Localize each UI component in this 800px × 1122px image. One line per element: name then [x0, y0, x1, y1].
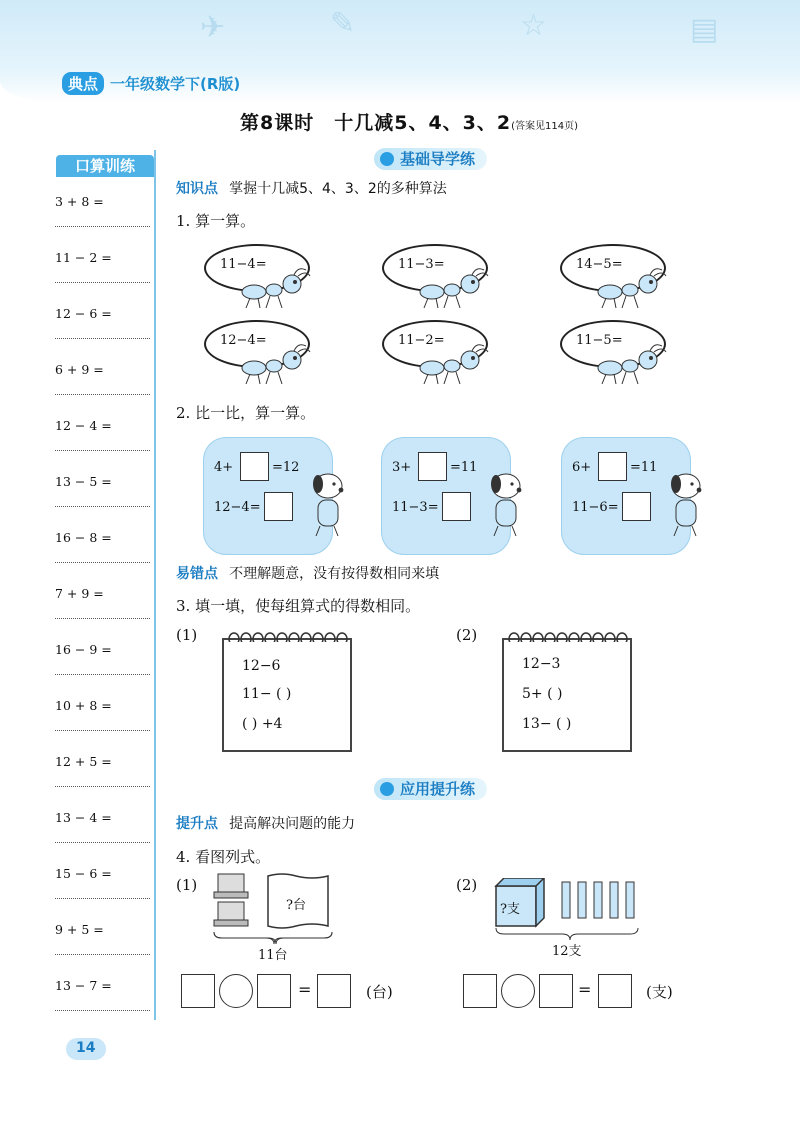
knowledge-text: 掌握十几减5、4、3、2的多种算法 [229, 181, 447, 197]
answer-square[interactable] [598, 452, 627, 481]
puppy-icon [662, 470, 712, 540]
puppy-icon [304, 470, 354, 540]
ring [557, 633, 567, 642]
cloud-bottom: 11−3= [392, 500, 439, 515]
cloud-top-right: =11 [450, 460, 478, 475]
answer-line[interactable] [55, 394, 150, 395]
page-number-badge [66, 1038, 106, 1060]
improve-tag: 提升点 [176, 816, 218, 832]
ring [337, 633, 347, 642]
oval-expression: 11−4= [220, 257, 267, 272]
oral-item-text: 16 − 8 = [55, 530, 112, 545]
answer-square[interactable] [418, 452, 447, 481]
book-icon: ▤ [690, 12, 719, 47]
computer-icon [214, 874, 248, 898]
answer-line[interactable] [55, 730, 150, 731]
answer-line[interactable] [55, 954, 150, 955]
ring [289, 633, 299, 642]
question-2: 2. 比一比，算一算。 [176, 404, 316, 422]
oval-expression: 11−2= [398, 333, 445, 348]
answer-line[interactable] [55, 786, 150, 787]
question-3: 3. 填一填，使每组算式的得数相同。 [176, 597, 421, 615]
oral-item [55, 978, 150, 1034]
answer-note: (答案见114页) [511, 121, 578, 132]
oral-item-text: 7 + 9 = [55, 586, 104, 601]
notebook-rings [226, 630, 350, 642]
answer-line[interactable] [55, 226, 150, 227]
section-apply-badge: 应用提升练 [374, 778, 487, 800]
pencil-icon: ✎ [330, 6, 356, 41]
notebook-1 [222, 638, 352, 752]
answer-line[interactable] [55, 898, 150, 899]
oval-expression: 11−5= [576, 333, 623, 348]
improve-point-row [176, 813, 355, 833]
oral-item-text: 3 + 8 = [55, 194, 104, 209]
ant-icon [240, 266, 314, 310]
ant-icon [596, 342, 670, 386]
oral-item-text: 9 + 5 = [55, 922, 104, 937]
knowledge-tag: 知识点 [176, 181, 218, 197]
pencil-icon [578, 882, 586, 918]
oval-expression: 11−3= [398, 257, 445, 272]
ring [569, 633, 579, 642]
oral-item [55, 698, 150, 754]
oral-item [55, 474, 150, 530]
q3-part2-label: (2) [456, 626, 478, 644]
ant-icon [240, 342, 314, 386]
notebook-1-line-1: 12−6 [242, 658, 281, 674]
operator-circle-2[interactable] [501, 974, 535, 1008]
answer-box-5[interactable] [539, 974, 573, 1008]
ring [521, 633, 531, 642]
oral-item [55, 754, 150, 810]
oral-item-text: 11 − 2 = [55, 250, 112, 265]
oral-item [55, 866, 150, 922]
ring [301, 633, 311, 642]
oral-item-text: 12 − 6 = [55, 306, 112, 321]
equals-sign-2: = [578, 980, 592, 999]
brand-text: 一年级数学下(R版) [110, 75, 241, 93]
ring [313, 633, 323, 642]
brand [62, 72, 240, 95]
answer-line[interactable] [55, 562, 150, 563]
puppy-icon [482, 470, 532, 540]
ring [533, 633, 543, 642]
answer-box-2[interactable] [257, 974, 291, 1008]
oral-item-text: 16 − 9 = [55, 642, 112, 657]
page-number: 14 [76, 1040, 96, 1056]
ring [617, 633, 627, 642]
q4-part2-label: (2) [456, 876, 478, 894]
answer-line[interactable] [55, 282, 150, 283]
oral-training-title: 口算训练 [56, 155, 154, 177]
oral-item-text: 12 − 4 = [55, 418, 112, 433]
operator-circle-1[interactable] [219, 974, 253, 1008]
q3-part1-label: (1) [176, 626, 198, 644]
brace-2 [494, 928, 644, 940]
ant-icon [596, 266, 670, 310]
answer-box-6[interactable] [598, 974, 632, 1008]
q4-part1-unknown: ?台 [286, 898, 306, 913]
paper-plane-icon: ✈ [200, 10, 226, 45]
error-point-row [176, 563, 439, 583]
oral-item [55, 810, 150, 866]
brand-logo: 典点 [62, 72, 104, 95]
oral-item [55, 530, 150, 586]
star-icon: ☆ [520, 8, 547, 43]
ring [253, 633, 263, 642]
unit-2: (支) [646, 983, 673, 1001]
oral-item [55, 586, 150, 642]
ring [265, 633, 275, 642]
cloud-top-left: 3+ [392, 460, 412, 475]
cloud-top-left: 6+ [572, 460, 592, 475]
error-tag: 易错点 [176, 566, 218, 582]
notebook-rings [506, 630, 630, 642]
oral-item-text: 15 − 6 = [55, 866, 112, 881]
brace-1 [212, 932, 342, 944]
answer-square[interactable] [442, 492, 471, 521]
notebook-1-line-2[interactable]: 11− ( ) [242, 686, 292, 702]
ring [581, 633, 591, 642]
section-basic-badge: 基础导学练 [374, 148, 487, 170]
answer-box-4[interactable] [463, 974, 497, 1008]
answer-box-3[interactable] [317, 974, 351, 1008]
pencil-icon [594, 882, 602, 918]
ant-icon [418, 342, 492, 386]
notebook-1-line-3[interactable]: ( ) +4 [242, 716, 283, 732]
q4-part2-unknown: ?支 [500, 902, 520, 917]
answer-square[interactable] [264, 492, 293, 521]
q4-part2-total: 12支 [552, 944, 582, 959]
improve-text: 提高解决问题的能力 [229, 816, 356, 832]
oral-item [55, 362, 150, 418]
cloud-top-right: =12 [272, 460, 300, 475]
oral-item [55, 418, 150, 474]
oral-item [55, 306, 150, 362]
oral-item [55, 642, 150, 698]
oral-item [55, 194, 150, 250]
ring [229, 633, 239, 642]
knowledge-point-row [176, 178, 447, 198]
pencil-icon [562, 882, 570, 918]
cloud-top-left: 4+ [214, 460, 234, 475]
ring [277, 633, 287, 642]
oral-item [55, 250, 150, 306]
ring [593, 633, 603, 642]
equals-sign-1: = [298, 980, 312, 999]
notebook-2-line-1: 12−3 [522, 656, 561, 672]
cloud-bottom: 12−4= [214, 500, 261, 515]
q4-part1-label: (1) [176, 876, 198, 894]
notebook-2-line-2[interactable]: 5+ ( ) [522, 686, 563, 702]
oval-expression: 14−5= [576, 257, 623, 272]
oral-item-text: 10 + 8 = [55, 698, 112, 713]
pencil-icon [626, 882, 634, 918]
answer-square[interactable] [240, 452, 269, 481]
notebook-2-line-3[interactable]: 13− ( ) [522, 716, 572, 732]
unit-1: (台) [366, 983, 393, 1001]
answer-line[interactable] [55, 842, 150, 843]
cloud-bottom: 11−6= [572, 500, 619, 515]
ant-icon [418, 266, 492, 310]
ring [241, 633, 251, 642]
ring [325, 633, 335, 642]
answer-line[interactable] [55, 1010, 150, 1011]
answer-square[interactable] [622, 492, 651, 521]
oral-item-text: 13 − 4 = [55, 810, 112, 825]
answer-box-1[interactable] [181, 974, 215, 1008]
lesson-title-text: 第8课时 十几减5、4、3、2 [240, 112, 512, 134]
question-1: 1. 算一算。 [176, 212, 256, 230]
answer-line[interactable] [55, 450, 150, 451]
error-text: 不理解题意，没有按得数相同来填 [229, 566, 440, 582]
answer-line[interactable] [55, 506, 150, 507]
oral-item-text: 12 + 5 = [55, 754, 112, 769]
lesson-title [240, 108, 578, 135]
oval-expression: 12−4= [220, 333, 267, 348]
oral-item [55, 922, 150, 978]
computer-icon [214, 902, 248, 926]
notebook-2 [502, 638, 632, 752]
answer-line[interactable] [55, 674, 150, 675]
ring [545, 633, 555, 642]
oral-item-text: 13 − 7 = [55, 978, 112, 993]
ring [605, 633, 615, 642]
oral-item-text: 13 − 5 = [55, 474, 112, 489]
cloud-top-right: =11 [630, 460, 658, 475]
ring [509, 633, 519, 642]
pencil-icon [610, 882, 618, 918]
q4-part1-total: 11台 [258, 948, 288, 963]
answer-line[interactable] [55, 338, 150, 339]
oral-item-text: 6 + 9 = [55, 362, 104, 377]
question-4: 4. 看图列式。 [176, 848, 271, 866]
answer-line[interactable] [55, 618, 150, 619]
